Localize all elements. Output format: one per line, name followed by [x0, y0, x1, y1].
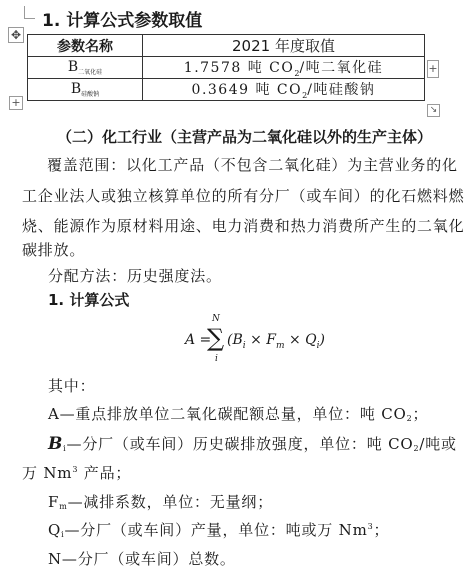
where-label: 其中： [48, 377, 96, 395]
margin-corner-mark [24, 6, 35, 19]
definition-n: N—分厂（或车间）总数。 [48, 550, 236, 568]
scope-paragraph-line: 工企业法人或独立核算单位的所有分厂（或车间）的化石燃料燃 [22, 187, 465, 205]
section-title: 1. 计算公式参数取值 [42, 11, 203, 31]
param-symbol-subscript: 二氧化硅 [78, 68, 103, 76]
formula-title: 1. 计算公式 [48, 291, 130, 309]
add-column-icon[interactable]: + [427, 60, 439, 78]
value-prefix: 0.3649 吨 CO [191, 81, 303, 98]
add-row-icon[interactable]: + [9, 96, 23, 110]
scope-paragraph-line: 烧、能源作为原材料用途、电力消费和热力消费所产生的二氧化 [22, 217, 465, 235]
param-symbol-subscript: 硅酸钠 [81, 90, 100, 98]
formula-sub-i: i [316, 340, 320, 351]
definition-subscript: m [59, 502, 68, 511]
value-suffix: /吨二氧化硅 [299, 60, 384, 76]
definition-symbol: Q [48, 521, 62, 539]
header-2021-value: 2021 年度取值 [143, 35, 425, 57]
sum-upper-limit: N [212, 314, 220, 324]
allocation-formula [185, 312, 326, 364]
definition-b [48, 433, 457, 454]
header-param-name: 参数名称 [28, 35, 143, 57]
formula-term-f: × F [245, 332, 276, 348]
definition-symbol: B [48, 434, 64, 454]
definition-superscript: 3 [367, 522, 374, 531]
value-subscript: 2 [302, 90, 308, 100]
definition-subscript: i [61, 530, 65, 539]
formula-term-b: (B [227, 332, 243, 348]
definition-b-continued [22, 462, 131, 483]
formula-lhs: A = [185, 332, 212, 348]
param-symbol-cell[interactable] [28, 78, 143, 100]
param-value-cell[interactable] [143, 57, 425, 79]
definition-superscript: 3 [72, 465, 79, 474]
formula-close-paren: ) [319, 332, 326, 348]
table-header-row [28, 35, 425, 57]
formula-body [227, 332, 325, 351]
definition-text: 万 Nm [22, 464, 73, 482]
summation-sign: ∑ [207, 324, 225, 352]
formula-term-q: × Q [284, 332, 317, 348]
definition-f [48, 491, 273, 512]
formula-sub-i: i [242, 340, 246, 351]
param-symbol: B [67, 58, 79, 75]
definition-text: /吨或 [419, 435, 457, 453]
param-value-cell[interactable] [143, 78, 425, 100]
definition-text: 产品； [78, 464, 132, 482]
definition-a [48, 403, 428, 424]
definition-q [48, 519, 389, 540]
definition-subscript: 2 [406, 414, 413, 423]
definition-text: —分厂（或车间）产量，单位：吨或万 Nm [64, 521, 368, 539]
table-resize-icon[interactable]: ↘ [427, 104, 440, 117]
scope-paragraph-line: 覆盖范围：以化工产品（不包含二氧化硅）为主营业务的化 [47, 156, 458, 174]
definition-symbol: F [48, 493, 60, 511]
section-heading-chemical-industry: （二）化工行业（主营产品为二氧化硅以外的生产主体） [57, 128, 433, 146]
param-symbol: B [70, 80, 82, 97]
definition-text: ； [412, 405, 429, 423]
definition-text: —分厂（或车间）历史碳排放强度，单位：吨 CO [66, 435, 414, 453]
scope-paragraph-line: 碳排放。 [22, 241, 86, 259]
formula-sub-m: m [276, 340, 285, 351]
definition-subscript: i [63, 444, 67, 453]
definition-text: A—重点排放单位二氧化碳配额总量，单位：吨 CO [48, 405, 407, 423]
value-suffix: /吨硅酸钠 [307, 81, 376, 98]
value-prefix: 1.7578 吨 CO [183, 60, 295, 76]
value-subscript: 2 [294, 68, 300, 78]
definition-subscript: 2 [413, 444, 420, 453]
table-row [28, 57, 425, 79]
sum-lower-limit: i [215, 354, 218, 364]
definition-text: —减排系数，单位：无量纲； [67, 493, 274, 511]
allocation-method: 分配方法：历史强度法。 [48, 267, 222, 285]
table-row [28, 78, 425, 100]
parameter-table [27, 34, 425, 101]
param-symbol-cell[interactable] [28, 57, 143, 79]
table-move-handle-icon[interactable]: ✥ [8, 27, 24, 43]
definition-text: ； [373, 521, 390, 539]
